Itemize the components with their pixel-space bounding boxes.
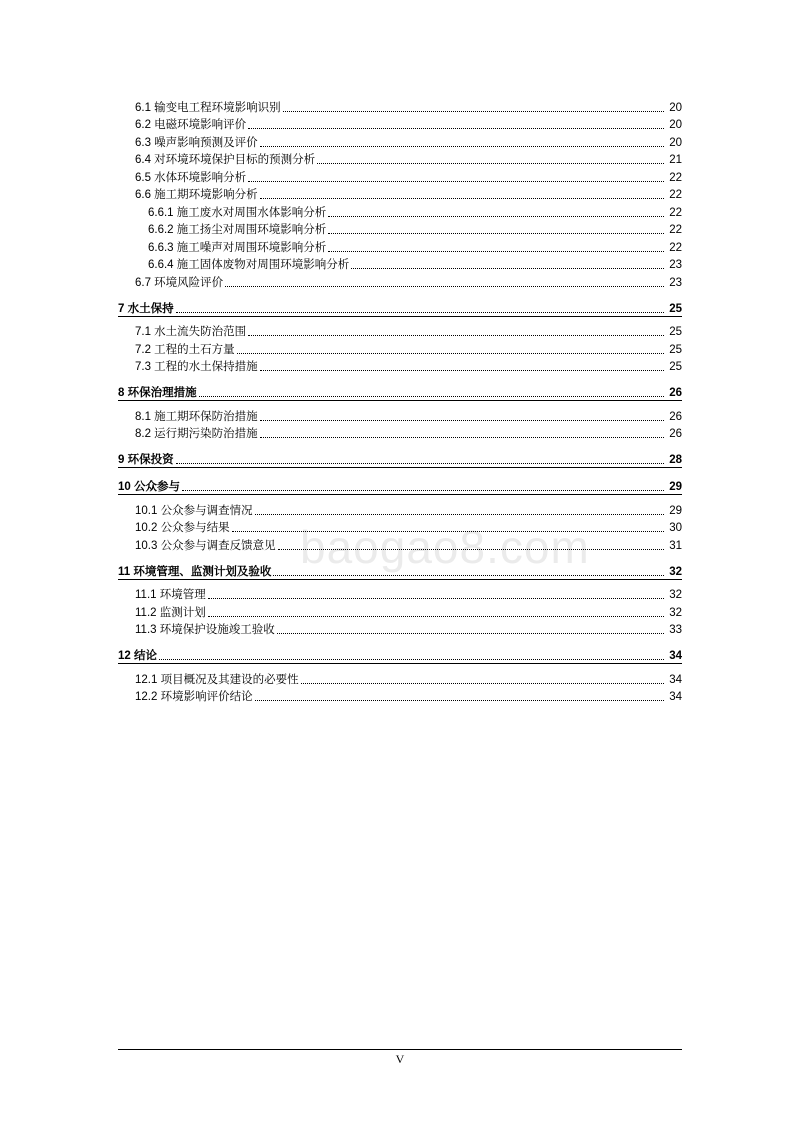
toc-section-entry[interactable] (118, 339, 682, 357)
toc-chapter-entry[interactable] (118, 379, 682, 401)
toc-section-entry[interactable] (118, 272, 682, 290)
toc-entry-title: 7.1 水土流失防治范围 (135, 326, 247, 338)
toc-entry-page: 32 (669, 565, 682, 578)
toc-entry-title: 12.1 项目概况及其建设的必要性 (135, 673, 299, 686)
toc-dot-leader (260, 198, 664, 199)
toc-chapter-entry[interactable] (118, 295, 682, 317)
toc-dot-leader (260, 146, 664, 147)
toc-entry-page: 22 (669, 171, 682, 184)
toc-dot-leader (176, 312, 664, 313)
toc-entry-page: 28 (669, 454, 682, 466)
toc-entry-page: 26 (669, 410, 682, 423)
toc-chapter-entry[interactable] (118, 446, 682, 468)
toc-entry-page: 29 (669, 481, 682, 493)
toc-entry-page: 21 (669, 154, 682, 166)
toc-dot-leader (328, 233, 664, 234)
toc-dot-leader (159, 659, 664, 660)
toc-chapter-entry[interactable] (118, 473, 682, 495)
toc-entry-title: 8 环保治理措施 (118, 387, 197, 399)
toc-entry-page: 33 (669, 624, 682, 636)
toc-dot-leader (208, 598, 664, 599)
toc-section-entry[interactable] (118, 424, 682, 442)
toc-entry-title: 12.2 环境影响评价结论 (135, 691, 253, 703)
toc-entry-title: 7.2 工程的土石方量 (135, 343, 235, 356)
footer-divider (118, 1049, 682, 1050)
toc-dot-leader (260, 370, 664, 371)
toc-dot-leader (199, 396, 664, 397)
toc-dot-leader (208, 616, 664, 617)
toc-section-entry[interactable] (118, 132, 682, 150)
toc-entry-page: 22 (669, 241, 682, 254)
toc-entry-title: 10.1 公众参与调查情况 (135, 504, 253, 517)
toc-dot-leader (232, 531, 664, 532)
toc-dot-leader (182, 490, 664, 491)
toc-entry-page: 26 (669, 387, 682, 399)
table-of-contents (118, 97, 682, 704)
toc-dot-leader (260, 420, 664, 421)
toc-section-entry[interactable] (118, 97, 682, 115)
toc-entry-page: 22 (669, 224, 682, 236)
toc-dot-leader (277, 633, 664, 634)
toc-section-entry[interactable] (118, 535, 682, 553)
toc-entry-page: 25 (669, 343, 682, 356)
toc-entry-page: 29 (669, 504, 682, 517)
toc-dot-leader (255, 514, 664, 515)
toc-entry-page: 34 (669, 650, 682, 662)
toc-section-entry[interactable] (118, 669, 682, 687)
toc-entry-page: 22 (669, 189, 682, 201)
toc-dot-leader (328, 216, 664, 217)
toc-section-entry[interactable] (118, 518, 682, 536)
toc-entry-title: 6.6.4 施工固体废物对周围环境影响分析 (148, 259, 350, 271)
toc-dot-leader (237, 353, 664, 354)
toc-entry-title: 7 水土保持 (118, 302, 174, 315)
toc-section-entry[interactable] (118, 237, 682, 255)
toc-entry-title: 11.1 环境管理 (135, 589, 206, 601)
toc-entry-page: 23 (669, 259, 682, 271)
toc-entry-page: 34 (669, 691, 682, 703)
toc-section-entry[interactable] (118, 202, 682, 220)
toc-entry-page: 32 (669, 606, 682, 619)
toc-section-entry[interactable] (118, 602, 682, 620)
toc-entry-title: 6.7 环境风险评价 (135, 276, 224, 289)
toc-entry-page: 20 (669, 101, 682, 114)
toc-section-entry[interactable] (118, 357, 682, 375)
toc-section-entry[interactable] (118, 115, 682, 133)
toc-entry-page: 25 (669, 326, 682, 338)
toc-dot-leader (328, 251, 664, 252)
footer-page-number: V (395, 1052, 405, 1066)
toc-entry-title: 8.2 运行期污染防治措施 (135, 428, 258, 440)
toc-dot-leader (301, 683, 664, 684)
toc-entry-title: 10.3 公众参与调查反馈意见 (135, 539, 276, 552)
toc-chapter-entry[interactable] (118, 642, 682, 664)
toc-entry-page: 25 (669, 302, 682, 315)
toc-section-entry[interactable] (118, 585, 682, 603)
toc-entry-title: 10 公众参与 (118, 481, 180, 493)
toc-dot-leader (225, 286, 664, 287)
toc-dot-leader (351, 268, 664, 269)
toc-entry-page: 30 (669, 522, 682, 534)
toc-section-entry[interactable] (118, 167, 682, 185)
toc-dot-leader (255, 700, 664, 701)
toc-section-entry[interactable] (118, 150, 682, 168)
toc-entry-page: 23 (669, 276, 682, 289)
toc-dot-leader (278, 549, 664, 550)
toc-entry-title: 12 结论 (118, 650, 157, 662)
toc-entry-title: 8.1 施工期环保防治措施 (135, 410, 258, 423)
toc-section-entry[interactable] (118, 620, 682, 638)
toc-entry-title: 11.2 监测计划 (135, 606, 206, 619)
toc-entry-title: 6.1 输变电工程环境影响识别 (135, 101, 281, 114)
toc-entry-page: 22 (669, 206, 682, 219)
toc-entry-title: 11.3 环境保护设施竣工验收 (135, 624, 275, 636)
toc-entry-page: 20 (669, 136, 682, 149)
toc-entry-page: 25 (669, 361, 682, 373)
toc-entry-title: 6.4 对环境环境保护目标的预测分析 (135, 154, 316, 166)
watermark: baogao8.com (300, 521, 590, 573)
toc-dot-leader (273, 575, 664, 576)
toc-section-entry[interactable] (118, 500, 682, 518)
toc-entry-title: 6.6.2 施工扬尘对周围环境影响分析 (148, 224, 327, 236)
toc-entry-title: 11 环境管理、监测计划及验收 (118, 565, 272, 578)
toc-dot-leader (283, 111, 664, 112)
toc-dot-leader (176, 463, 664, 464)
toc-entry-title: 6.3 噪声影响预测及评价 (135, 136, 258, 149)
toc-entry-title: 6.6 施工期环境影响分析 (135, 189, 258, 201)
toc-dot-leader (248, 181, 664, 182)
toc-section-entry[interactable] (118, 687, 682, 705)
toc-entry-title: 10.2 公众参与结果 (135, 522, 230, 534)
toc-section-entry[interactable] (118, 322, 682, 340)
toc-dot-leader (260, 437, 664, 438)
toc-entry-page: 20 (669, 119, 682, 131)
toc-section-entry[interactable] (118, 406, 682, 424)
toc-entry-title: 9 环保投资 (118, 454, 174, 466)
toc-chapter-entry[interactable] (118, 558, 682, 580)
toc-dot-leader (248, 335, 664, 336)
toc-entry-title: 6.6.1 施工废水对周围水体影响分析 (148, 206, 327, 219)
toc-entry-page: 31 (669, 539, 682, 552)
toc-section-entry[interactable] (118, 255, 682, 273)
toc-entry-title: 7.3 工程的水土保持措施 (135, 361, 258, 373)
toc-entry-title: 6.2 电磁环境影响评价 (135, 119, 247, 131)
toc-entry-page: 26 (669, 428, 682, 440)
toc-section-entry[interactable] (118, 220, 682, 238)
toc-entry-page: 32 (669, 589, 682, 601)
toc-dot-leader (317, 163, 664, 164)
toc-dot-leader (248, 128, 664, 129)
toc-entry-page: 34 (669, 673, 682, 686)
toc-entry-title: 6.5 水体环境影响分析 (135, 171, 247, 184)
toc-entry-title: 6.6.3 施工噪声对周围环境影响分析 (148, 241, 327, 254)
toc-section-entry[interactable] (118, 185, 682, 203)
